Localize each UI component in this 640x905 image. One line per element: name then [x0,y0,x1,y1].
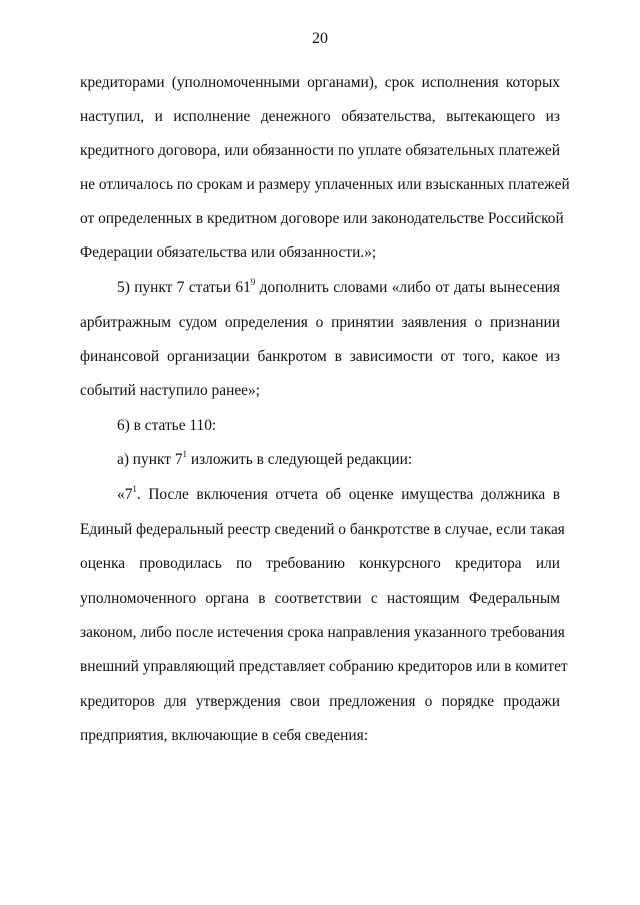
superscript: 9 [250,277,256,287]
text-line: финансовой организации банкротом в зависимости от того, какое из [80,348,560,365]
text-line-with-superscript [117,278,560,299]
text-line: уполномоченного органа в соответствии с настоящим Федеральным [80,590,560,607]
superscript: 1 [182,449,188,459]
text-line: Федерации обязательства или обязанности.»; [80,244,377,261]
text-line: кредиторов для утверждения свои предложения о порядке продажи [80,693,560,710]
line-text-before: 5) пункт 7 статьи 61 [117,279,251,296]
text-line: кредитного договора, или обязанности по уплате обязательных платежей [80,142,560,159]
text-line: Единый федеральный реестр сведений о банкротстве в случае, если такая [80,521,565,538]
text-line: не отличалось по срокам и размеру уплаченных или взысканных платежей [80,176,570,193]
text-line: оценка проводилась по требованию конкурсного кредитора или [80,555,560,572]
text-line: предприятия, включающие в себя сведения: [80,727,369,744]
text-line: 6) в статье 110: [117,417,217,434]
line-text-before: «7 [117,486,133,503]
text-line: арбитражным судом определения о принятии заявления о признании [80,314,560,331]
line-text-after: изложить в следующей редакции: [187,451,413,468]
text-line: внешний управляющий представляет собранию кредиторов или в комитет [80,658,568,675]
text-line: кредиторами (уполномоченными органами), срок исполнения которых [80,74,560,91]
text-line: событий наступило ранее»; [80,382,260,399]
superscript: 1 [132,484,137,494]
text-line-with-superscript [117,450,560,471]
text-line-with-superscript [117,485,560,506]
line-text-after: дополнить словами «либо от даты вынесения [255,279,561,296]
text-line: законом, либо после истечения срока направления указанного требования [80,624,565,641]
line-text-before: а) пункт 7 [117,451,183,468]
line-text-after: . После включения отчета об оценке имущества должника в [136,486,560,503]
text-line: от определенных в кредитном договоре или законодательстве Российской [80,210,564,227]
page-number: 20 [312,30,328,47]
text-line: наступил, и исполнение денежного обязательства, вытекающего из [80,108,560,125]
